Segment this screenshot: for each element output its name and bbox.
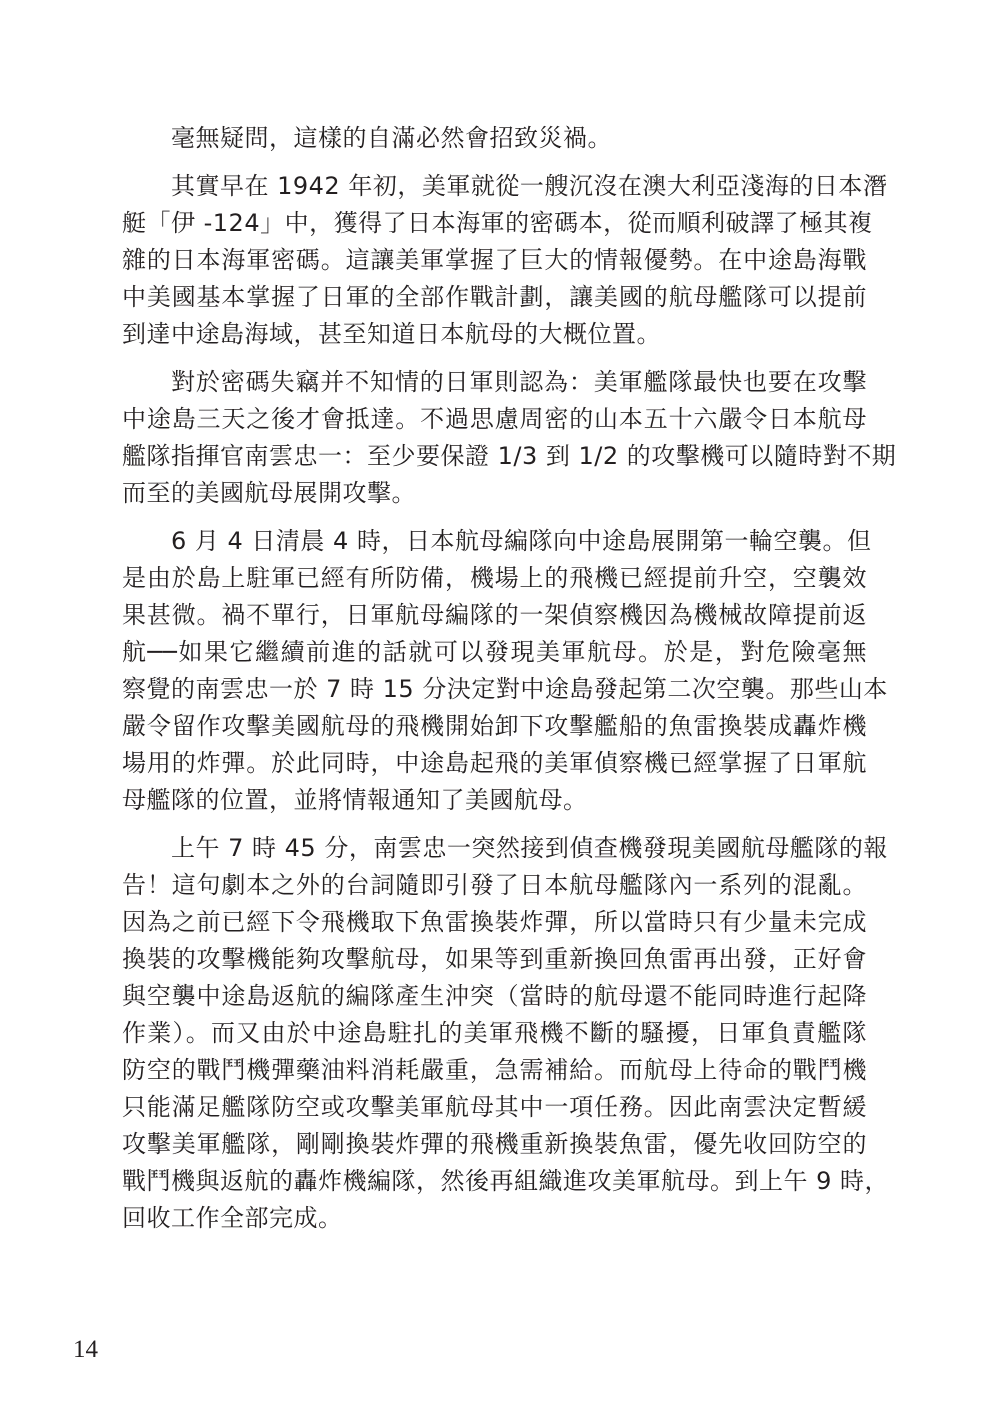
text-line: 上午 7 時 45 分，南雲忠一突然接到偵查機發現美國航母艦隊的報 xyxy=(171,834,888,862)
text-line: 艇「伊 -124」中，獲得了日本海軍的密碼本，從而順利破譯了極其複 xyxy=(122,209,873,237)
text-line: 中途島三天之後才會抵達。不過思慮周密的山本五十六嚴令日本航母 xyxy=(122,405,867,433)
text-line: 作業）。而又由於中途島駐扎的美軍飛機不斷的騷擾，日軍負責艦隊 xyxy=(122,1019,867,1047)
page-number: 14 xyxy=(73,1336,98,1363)
text-line: 而至的美國航母展開攻擊。 xyxy=(122,479,416,507)
text-line: 嚴令留作攻擊美國航母的飛機開始卸下攻擊艦船的魚雷換裝成轟炸機 xyxy=(122,712,867,740)
paragraph-1 xyxy=(122,120,867,157)
text-line: 雜的日本海軍密碼。這讓美軍掌握了巨大的情報優勢。在中途島海戰 xyxy=(122,246,867,274)
text-line: 換裝的攻擊機能夠攻擊航母，如果等到重新換回魚雷再出發，正好會 xyxy=(122,945,867,973)
paragraph-3 xyxy=(122,364,897,512)
text-line: 是由於島上駐軍已經有所防備，機場上的飛機已經提前升空，空襲效 xyxy=(122,564,867,592)
paragraph-5 xyxy=(122,830,890,1237)
paragraph-4 xyxy=(122,523,888,819)
text-line: 攻擊美軍艦隊，剛剛換裝炸彈的飛機重新換裝魚雷，優先收回防空的 xyxy=(122,1130,867,1158)
text-line: 察覺的南雲忠一於 7 時 15 分決定對中途島發起第二次空襲。那些山本 xyxy=(122,675,888,703)
text-line: 回收工作全部完成。 xyxy=(122,1204,343,1232)
text-line: 其實早在 1942 年初，美軍就從一艘沉沒在澳大利亞淺海的日本潛 xyxy=(171,172,888,200)
text-line: 場用的炸彈。於此同時，中途島起飛的美軍偵察機已經掌握了日軍航 xyxy=(122,749,867,777)
text-line: 告！這句劇本之外的台詞隨即引發了日本航母艦隊內一系列的混亂。 xyxy=(122,871,867,899)
paragraph-2 xyxy=(122,168,888,353)
body-text xyxy=(122,120,897,1248)
text-line: 6 月 4 日清晨 4 時，日本航母編隊向中途島展開第一輪空襲。但 xyxy=(171,527,872,555)
text-line: 戰鬥機與返航的轟炸機編隊，然後再組織進攻美軍航母。到上午 9 時， xyxy=(122,1167,890,1195)
text-line: 艦隊指揮官南雲忠一：至少要保證 1/3 到 1/2 的攻擊機可以隨時對不期 xyxy=(122,442,897,470)
text-line: 航──如果它繼續前進的話就可以發現美軍航母。於是，對危險毫無 xyxy=(122,638,867,666)
text-line: 與空襲中途島返航的編隊產生沖突（當時的航母還不能同時進行起降 xyxy=(122,982,867,1010)
text-line: 母艦隊的位置，並將情報通知了美國航母。 xyxy=(122,786,588,814)
text-line: 中美國基本掌握了日軍的全部作戰計劃，讓美國的航母艦隊可以提前 xyxy=(122,283,867,311)
text-line: 防空的戰鬥機彈藥油料消耗嚴重，急需補給。而航母上待命的戰鬥機 xyxy=(122,1056,867,1084)
text-line: 只能滿足艦隊防空或攻擊美軍航母其中一項任務。因此南雲決定暫緩 xyxy=(122,1093,867,1121)
text-line: 到達中途島海域，甚至知道日本航母的大概位置。 xyxy=(122,320,661,348)
text-line: 毫無疑問，這樣的自滿必然會招致災禍。 xyxy=(171,124,612,152)
text-line: 因為之前已經下令飛機取下魚雷換裝炸彈，所以當時只有少量未完成 xyxy=(122,908,867,936)
text-line: 果甚微。禍不單行，日軍航母編隊的一架偵察機因為機械故障提前返 xyxy=(122,601,867,629)
text-line: 對於密碼失竊并不知情的日軍則認為：美軍艦隊最快也要在攻擊 xyxy=(171,368,867,396)
